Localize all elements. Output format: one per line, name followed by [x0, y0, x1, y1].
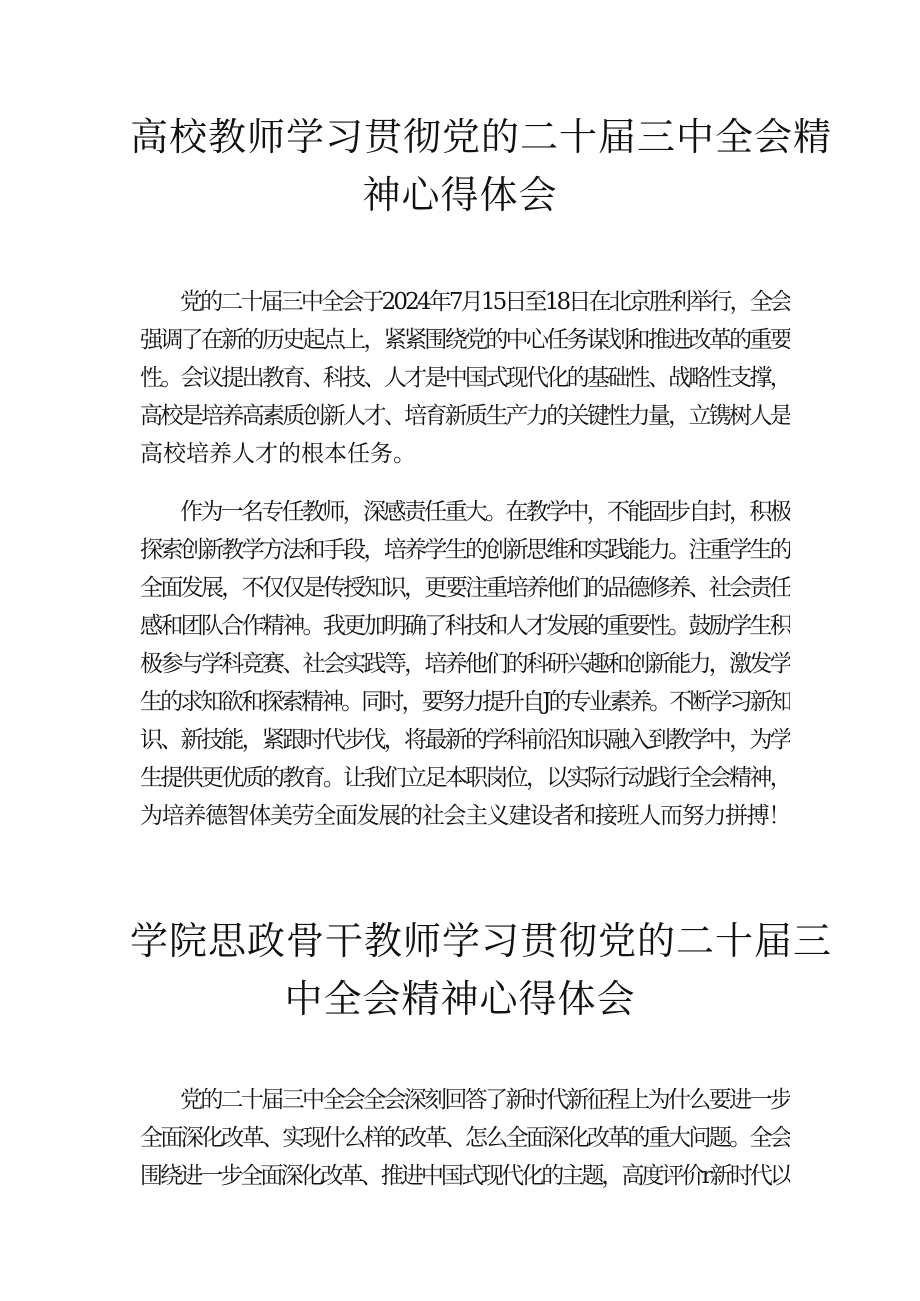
paragraph-line: 感和团队合作精神。我更加明确了科技和人才发展的重要性。鼓励学生积 [140, 613, 790, 639]
title-line: 学院思政骨干教师学习贯彻党的二十届三 [130, 919, 833, 963]
paragraph-line: 生的求知欲和探索精神。同时，要努力提升自J的专业素养。不断学习新知 [140, 689, 790, 715]
title-line: 神心得体会 [362, 173, 558, 217]
paragraph-line: 性。会议提出教育、科技、人才是中国式现代化的基础性、战略性支撑， [140, 365, 790, 391]
paragraph-line: 作为一名专任教师，深感责任重大。在教学中，不能固步自封，积极 [180, 499, 790, 525]
paragraph-line: 高校培养人才的根本任务。 [140, 441, 416, 467]
paragraph-line: 党的二十届三中全会于2024年7月15日至18日在北京胜利举行，全会 [180, 289, 790, 315]
paragraph-line: 极参与学科竞赛、社会实践等，培养他们的科研兴趣和创新能力，激发学 [140, 651, 790, 677]
paragraph-line: 围绕进一步全面深化改革、推进中国式现代化的主题，高度评价r新时代以 [140, 1163, 790, 1189]
paragraph-line: 全面深化改革、实现什么样的改革、怎么全面深化改革的重大问题。全会 [140, 1125, 790, 1151]
article-2-paragraph-1 [140, 1081, 790, 1195]
paragraph-line: 全面发展，不仅仅是传授知识，更要注重培养他们的品德修养、社会责任 [140, 575, 790, 601]
paragraph-line: 探索创新教学方法和手段，培养学生的创新思维和实践能力。注重学生的 [140, 537, 790, 563]
paragraph-line: 党的二十届三中全会全会深刻回答了新时代新征程上为什么要进一步 [180, 1087, 790, 1113]
paragraph-line: 生提供更优质的教育。让我们立足本职岗位，以实际行动践行全会精神， [140, 765, 790, 791]
paragraph-line: 强调了在新的历史起点上，紧紧围绕党的中心任务谋划和推进改革的重要 [140, 327, 790, 353]
article-1-paragraph-2 [140, 493, 790, 835]
paragraph-line: 为培养德智体美劳全面发展的社会主义建设者和接班人而努力拼搏！ [140, 803, 790, 829]
article-1-title [130, 108, 833, 224]
title-line: 中全会精神心得体会 [284, 977, 636, 1021]
article-1-paragraph-1 [140, 283, 790, 473]
paragraph-line: 高校是培养高素质创新人才、培育新质生产力的关键性力量，立镌树人是 [140, 403, 790, 429]
title-line: 高校教师学习贯彻党的二十届三中全会精 [130, 115, 833, 159]
article-2-title [130, 912, 833, 1028]
paragraph-line: 识、新技能，紧跟时代步伐，将最新的学科前沿知识融入到教学中，为学 [140, 727, 790, 753]
